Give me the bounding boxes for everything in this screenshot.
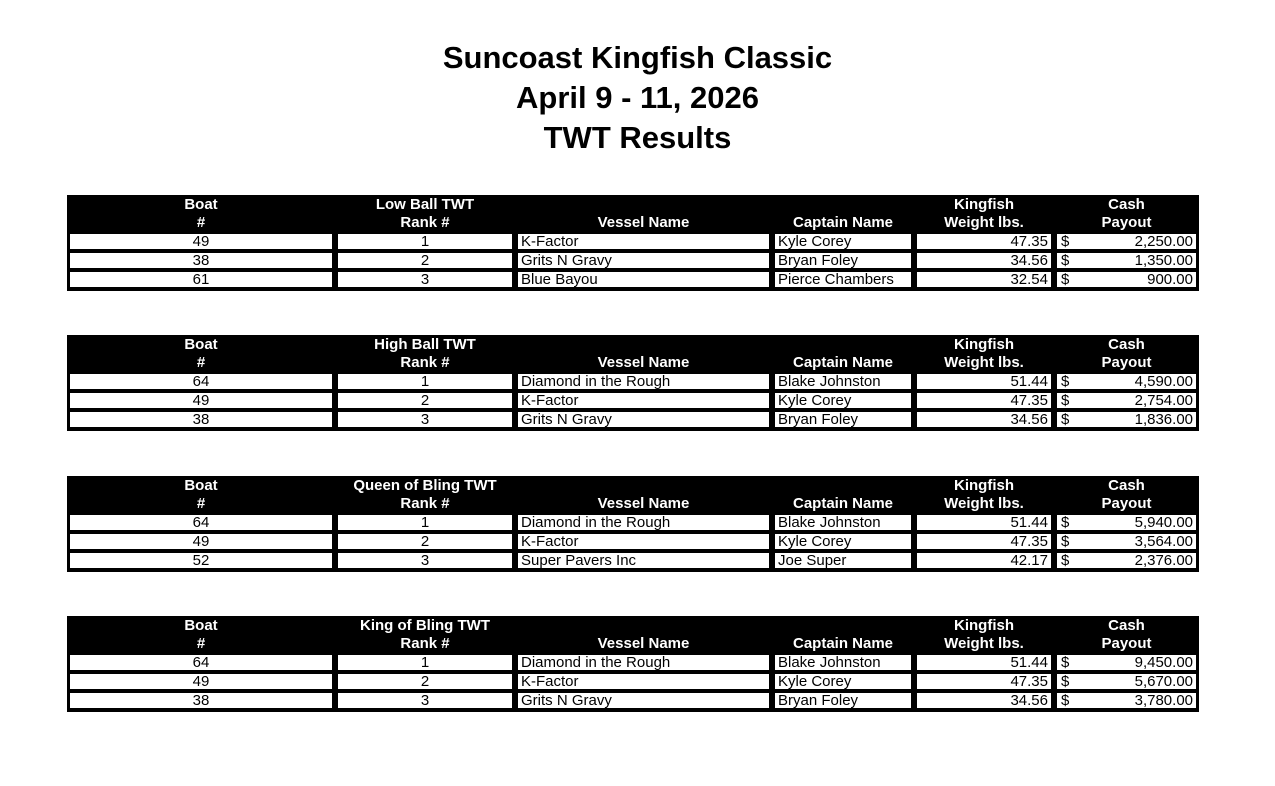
header-weight-line2: Weight lbs. [944,635,1024,652]
header-boat-line1: Boat [184,617,218,634]
header-weight [914,616,1054,653]
table-row [67,372,1199,391]
header-weight [914,476,1054,513]
captain-name: Blake Johnston [772,513,914,532]
captain-name: Joe Super [772,551,914,572]
header-payout-line1: Cash [1108,196,1145,213]
header-captain-line2: Captain Name [792,214,894,231]
table-row [67,391,1199,410]
boat-number: 49 [67,232,335,251]
cash-payout [1054,270,1199,291]
payout-amount: 9,450.00 [1134,654,1193,671]
rank-number: 2 [335,251,515,270]
currency-symbol: $ [1061,392,1070,409]
table-row [67,691,1199,712]
results-table [67,616,1199,712]
header-boat-line2: # [196,635,206,652]
results-table [67,476,1199,572]
header-captain-line2: Captain Name [792,635,894,652]
header-vessel-line1 [515,617,772,635]
header-captain-line1 [772,336,914,354]
header-payout-line2: Payout [1101,354,1152,371]
header-vessel-line2: Vessel Name [597,214,690,231]
header-rank-line2: Rank # [400,214,450,231]
header-rank-line2: Rank # [400,635,450,652]
boat-number: 49 [67,532,335,551]
captain-name: Bryan Foley [772,251,914,270]
header-weight-line1: Kingfish [954,617,1014,634]
table-row [67,232,1199,251]
boat-number: 49 [67,391,335,410]
header-captain [772,335,914,372]
header-boat [67,335,335,372]
header-vessel-line2: Vessel Name [597,354,690,371]
vessel-name: Grits N Gravy [515,251,772,270]
header-payout-line1: Cash [1108,617,1145,634]
header-captain-line1 [772,617,914,635]
header-captain [772,195,914,232]
currency-symbol: $ [1061,411,1070,428]
weight-value: 51.44 [914,513,1054,532]
table-row [67,513,1199,532]
header-weight-line1: Kingfish [954,336,1014,353]
weight-value: 51.44 [914,372,1054,391]
captain-name: Kyle Corey [772,232,914,251]
rank-number: 1 [335,653,515,672]
table-row [67,653,1199,672]
currency-symbol: $ [1061,373,1070,390]
captain-name: Bryan Foley [772,691,914,712]
results-table [67,335,1199,431]
header-weight-line2: Weight lbs. [944,214,1024,231]
header-weight-line1: Kingfish [954,477,1014,494]
rank-number: 3 [335,410,515,431]
cash-payout [1054,410,1199,431]
rank-number: 3 [335,691,515,712]
weight-value: 47.35 [914,232,1054,251]
table-row [67,532,1199,551]
vessel-name: K-Factor [515,232,772,251]
vessel-name: Diamond in the Rough [515,653,772,672]
tournament-name: Suncoast Kingfish Classic [442,40,833,75]
payout-amount: 1,350.00 [1134,252,1193,269]
header-rank-line1: King of Bling TWT [360,617,490,634]
header-boat [67,195,335,232]
currency-symbol: $ [1061,533,1070,550]
vessel-name: Grits N Gravy [515,691,772,712]
rank-number: 3 [335,270,515,291]
captain-name: Pierce Chambers [772,270,914,291]
results-table [67,195,1199,291]
vessel-name: Super Pavers Inc [515,551,772,572]
weight-value: 51.44 [914,653,1054,672]
header-vessel-line1 [515,477,772,495]
cash-payout [1054,391,1199,410]
currency-symbol: $ [1061,233,1070,250]
header-weight-line2: Weight lbs. [944,354,1024,371]
header-payout-line1: Cash [1108,336,1145,353]
boat-number: 38 [67,691,335,712]
header-vessel-line1 [515,336,772,354]
weight-value: 34.56 [914,410,1054,431]
rank-number: 1 [335,372,515,391]
header-payout [1054,195,1199,232]
table-header-row [67,195,1199,232]
vessel-name: Diamond in the Rough [515,513,772,532]
table-row [67,270,1199,291]
rank-number: 1 [335,513,515,532]
header-payout-line2: Payout [1101,635,1152,652]
header-payout-line2: Payout [1101,495,1152,512]
header-vessel-line1 [515,196,772,214]
captain-name: Kyle Corey [772,532,914,551]
boat-number: 38 [67,410,335,431]
payout-amount: 2,250.00 [1134,233,1193,250]
payout-amount: 4,590.00 [1134,373,1193,390]
currency-symbol: $ [1061,552,1070,569]
header-boat-line1: Boat [184,196,218,213]
vessel-name: Diamond in the Rough [515,372,772,391]
payout-amount: 2,754.00 [1134,392,1193,409]
captain-name: Blake Johnston [772,372,914,391]
header-rank [335,335,515,372]
weight-value: 34.56 [914,691,1054,712]
weight-value: 47.35 [914,391,1054,410]
currency-symbol: $ [1061,673,1070,690]
header-boat [67,476,335,513]
tournament-dates: April 9 - 11, 2026 [516,80,759,115]
payout-amount: 2,376.00 [1134,552,1193,569]
header-boat-line2: # [196,495,206,512]
weight-value: 47.35 [914,672,1054,691]
currency-symbol: $ [1061,271,1070,288]
payout-amount: 3,780.00 [1134,692,1193,709]
header-vessel [515,195,772,232]
header-boat-line1: Boat [184,477,218,494]
table-row [67,551,1199,572]
table-row [67,410,1199,431]
weight-value: 42.17 [914,551,1054,572]
header-boat-line2: # [196,214,206,231]
header-captain-line1 [772,477,914,495]
rank-number: 2 [335,391,515,410]
boat-number: 64 [67,513,335,532]
cash-payout [1054,691,1199,712]
currency-symbol: $ [1061,514,1070,531]
header-payout-line2: Payout [1101,214,1152,231]
captain-name: Kyle Corey [772,391,914,410]
rank-number: 2 [335,532,515,551]
boat-number: 64 [67,653,335,672]
cash-payout [1054,251,1199,270]
payout-amount: 5,940.00 [1134,514,1193,531]
cash-payout [1054,672,1199,691]
header-boat-line2: # [196,354,206,371]
header-vessel [515,476,772,513]
cash-payout [1054,372,1199,391]
payout-amount: 5,670.00 [1134,673,1193,690]
header-weight-line1: Kingfish [954,196,1014,213]
header-payout [1054,616,1199,653]
weight-value: 34.56 [914,251,1054,270]
header-rank-line1: High Ball TWT [374,336,476,353]
captain-name: Blake Johnston [772,653,914,672]
currency-symbol: $ [1061,692,1070,709]
header-rank-line1: Low Ball TWT [375,196,475,213]
currency-symbol: $ [1061,654,1070,671]
vessel-name: K-Factor [515,532,772,551]
cash-payout [1054,513,1199,532]
header-captain [772,476,914,513]
header-vessel [515,335,772,372]
payout-amount: 900.00 [1147,271,1193,288]
cash-payout [1054,653,1199,672]
payout-amount: 3,564.00 [1134,533,1193,550]
rank-number: 3 [335,551,515,572]
table-header-row [67,476,1199,513]
header-vessel-line2: Vessel Name [597,495,690,512]
table-header-row [67,335,1199,372]
header-payout-line1: Cash [1108,477,1145,494]
header-payout [1054,335,1199,372]
cash-payout [1054,232,1199,251]
header-rank [335,476,515,513]
header-vessel-line2: Vessel Name [597,635,690,652]
header-boat [67,616,335,653]
header-weight [914,195,1054,232]
vessel-name: Blue Bayou [515,270,772,291]
header-captain-line2: Captain Name [792,495,894,512]
table-header-row [67,616,1199,653]
vessel-name: K-Factor [515,672,772,691]
table-row [67,251,1199,270]
header-rank-line2: Rank # [400,495,450,512]
boat-number: 52 [67,551,335,572]
header-weight [914,335,1054,372]
boat-number: 38 [67,251,335,270]
vessel-name: Grits N Gravy [515,410,772,431]
header-weight-line2: Weight lbs. [944,495,1024,512]
header-rank [335,195,515,232]
cash-payout [1054,551,1199,572]
weight-value: 47.35 [914,532,1054,551]
header-payout [1054,476,1199,513]
rank-number: 2 [335,672,515,691]
weight-value: 32.54 [914,270,1054,291]
boat-number: 64 [67,372,335,391]
header-captain-line2: Captain Name [792,354,894,371]
captain-name: Bryan Foley [772,410,914,431]
cash-payout [1054,532,1199,551]
payout-amount: 1,836.00 [1134,411,1193,428]
results-heading: TWT Results [543,120,732,155]
header-rank-line2: Rank # [400,354,450,371]
header-boat-line1: Boat [184,336,218,353]
table-row [67,672,1199,691]
header-captain-line1 [772,196,914,214]
currency-symbol: $ [1061,252,1070,269]
header-captain [772,616,914,653]
boat-number: 61 [67,270,335,291]
vessel-name: K-Factor [515,391,772,410]
header-rank [335,616,515,653]
boat-number: 49 [67,672,335,691]
header-vessel [515,616,772,653]
document-title [0,38,1275,158]
captain-name: Kyle Corey [772,672,914,691]
header-rank-line1: Queen of Bling TWT [353,477,497,494]
rank-number: 1 [335,232,515,251]
